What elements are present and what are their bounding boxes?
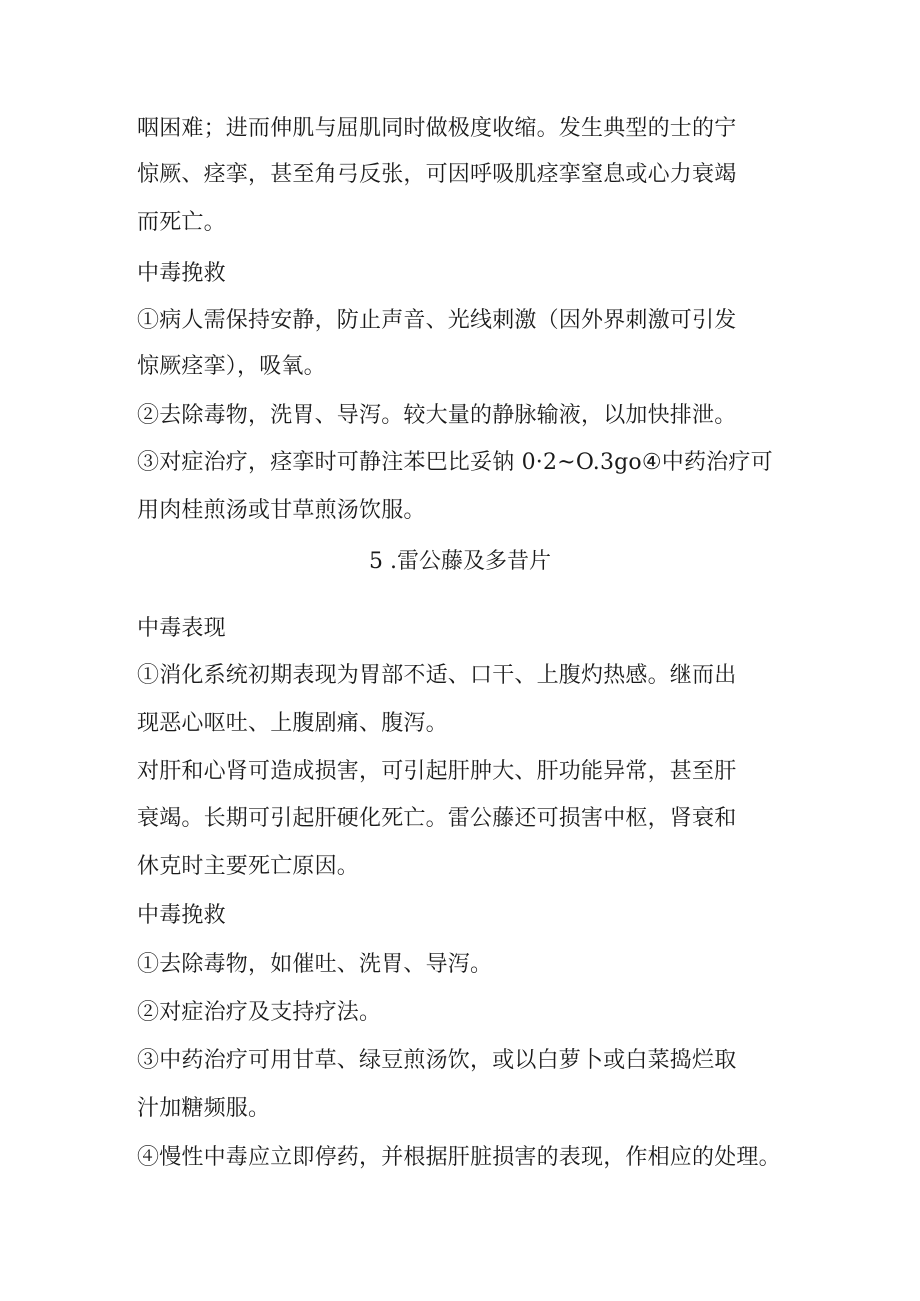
section-title: 5 .雷公藤及多昔片 — [369, 549, 551, 574]
paragraph-line: 惊厥、痉挛，甚至角弓反张，可因呼吸肌痉挛窒息或心力衰竭 — [137, 162, 737, 187]
symptom-heading: 中毒表现 — [137, 616, 226, 641]
paragraph-line: ③中药治疗可用甘草、绿豆煎汤饮，或以白萝卜或白菜捣烂取 — [137, 1048, 737, 1073]
paragraph-line: ①去除毒物，如催吐、洗胃、导泻。 — [137, 952, 493, 977]
rescue-heading: 中毒挽救 — [137, 903, 226, 928]
paragraph-line: ③对症治疗，痉挛时可静注苯巴比妥钠 0·2~O.3go④中药治疗可 — [137, 450, 773, 475]
paragraph-line: ①病人需保持安静，防止声音、光线刺激（因外界刺激可引发 — [137, 308, 737, 333]
paragraph-line: 现恶心呕吐、上腹剧痛、腹泻。 — [137, 711, 448, 736]
paragraph-line: ④慢性中毒应立即停药，并根据肝脏损害的表现，作相应的处理。 — [137, 1145, 781, 1170]
paragraph-line: 而死亡。 — [137, 210, 226, 235]
paragraph-line: ②对症治疗及支持疗法。 — [137, 1000, 382, 1025]
rescue-heading: 中毒挽救 — [137, 261, 226, 286]
paragraph-line: ①消化系统初期表现为胃部不适、口干、上腹灼热感。继而出 — [137, 663, 737, 688]
paragraph-line: 咽困难；进而伸肌与屈肌同时做极度收缩。发生典型的士的宁 — [137, 116, 737, 141]
paragraph-line: 衰竭。长期可引起肝硬化死亡。雷公藤还可损害中枢，肾衰和 — [137, 806, 737, 831]
paragraph-line: 汁加糖频服。 — [137, 1096, 271, 1121]
paragraph-line: ②去除毒物，洗胃、导泻。较大量的静脉输液，以加快排泄。 — [137, 403, 737, 428]
paragraph-line: 对肝和心肾可造成损害，可引起肝肿大、肝功能异常，甚至肝 — [137, 759, 737, 784]
paragraph-line: 惊厥痉挛），吸氧。 — [137, 354, 326, 379]
paragraph-line: 休克时主要死亡原因。 — [137, 854, 360, 879]
paragraph-line: 用肉桂煎汤或甘草煎汤饮服。 — [137, 498, 426, 523]
